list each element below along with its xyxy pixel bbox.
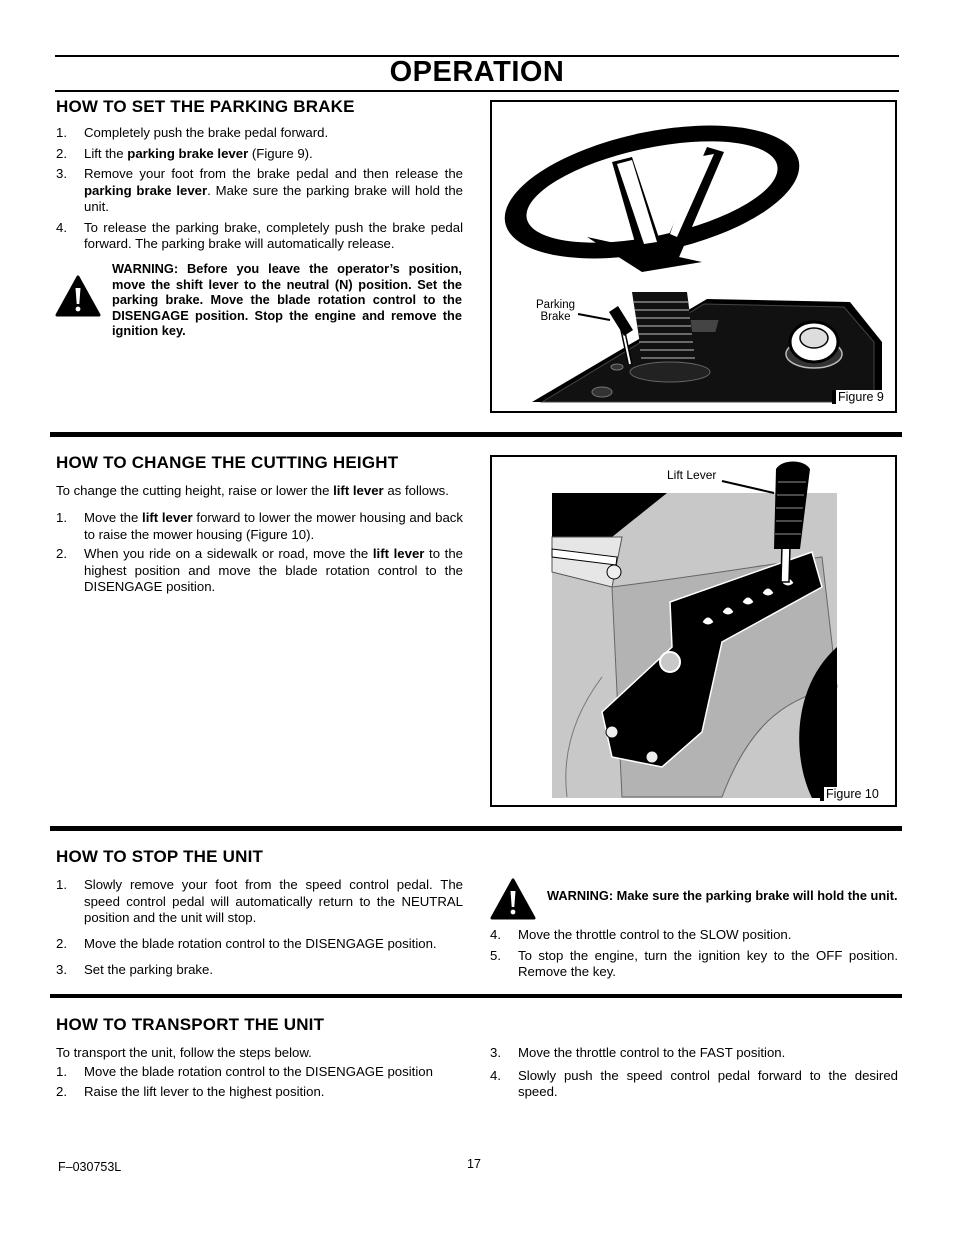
section-divider [50,432,902,437]
list-item: 3. Move the throttle control to the FAST position. [490,1045,786,1060]
list-item: 4. Move the throttle control to the SLOW position. [490,927,792,942]
transport-steps-right [490,1045,898,1101]
stop-unit-steps-left [56,877,463,979]
list-item: 4. To release the parking brake, completely push the brake pedal forward. The parking brake will automatically release. [56,219,463,251]
parking-brake-warning: WARNING: Before you leave the operator’s position, move the shift lever to the neutral (N) position. Set the parking brake. Move the blade rotation control to the DISENGAGE position. Stop the engine and remove the ignition key. [112,261,462,338]
title-rule [55,90,899,92]
transport-heading: HOW TO TRANSPORT THE UNIT [56,1015,325,1034]
stop-unit-heading: HOW TO STOP THE UNIT [56,847,264,866]
transport-intro: To transport the unit, follow the steps below. [56,1045,312,1060]
document-code: F–030753L [58,1160,122,1174]
list-item: 1. Completely push the brake pedal forward. [56,125,329,140]
figure-9-caption: Figure 9 [832,390,886,404]
stop-unit-warning: WARNING: Make sure the parking brake will hold the unit. [547,888,898,903]
list-item: 1. Move the blade rotation control to the DISENGAGE position [56,1064,433,1079]
parking-brake-steps [56,125,463,253]
figure-10 [490,455,897,807]
list-item: 1. Move the lift lever forward to lower the mower housing and back to raise the mower housing (Figure 10). [56,510,463,542]
section-divider [50,994,902,998]
list-item: 2. Raise the lift lever to the highest position. [56,1083,325,1099]
list-item: 2. Lift the parking brake lever (Figure 9). [56,145,313,161]
warning-icon [490,878,536,920]
figure-9 [490,100,897,413]
parking-brake-callout: Parking Brake [536,299,575,323]
list-item: 3. Remove your foot from the brake pedal and then release the parking brake lever. Make sure the parking brake will hold the unit. [56,166,463,214]
figure-10-caption: Figure 10 [820,787,881,801]
transport-steps-left [56,1064,463,1100]
parking-brake-heading: HOW TO SET THE PARKING BRAKE [56,97,355,116]
cutting-height-intro: To change the cutting height, raise or lower the lift lever as follows. [56,483,449,498]
list-item: 1. Slowly remove your foot from the speed control pedal. The speed control pedal will automatically return to the NEUTRAL position and the unit will stop. [56,877,463,925]
stop-unit-steps-right [490,927,898,981]
list-item: 5. To stop the engine, turn the ignition key to the OFF position. Remove the key. [490,947,898,979]
warning-icon [55,275,101,317]
lift-lever-callout: Lift Lever [667,468,717,482]
list-item: 2. Move the blade rotation control to the DISENGAGE position. [56,935,437,951]
section-divider [50,826,902,831]
list-item: 3. Set the parking brake. [56,962,214,977]
lift-lever-illustration [492,457,895,805]
page-title: OPERATION [389,56,565,88]
page-number: 17 [467,1157,481,1171]
list-item: 4. Slowly push the speed control pedal forward to the desired speed. [490,1067,898,1099]
list-item: 2. When you ride on a sidewalk or road, move the lift lever to the highest position and move the blade rotation control to the DISENGAGE position. [56,546,463,594]
cutting-height-steps [56,510,463,596]
cutting-height-heading: HOW TO CHANGE THE CUTTING HEIGHT [56,453,399,472]
steering-wheel-illustration [492,102,895,411]
